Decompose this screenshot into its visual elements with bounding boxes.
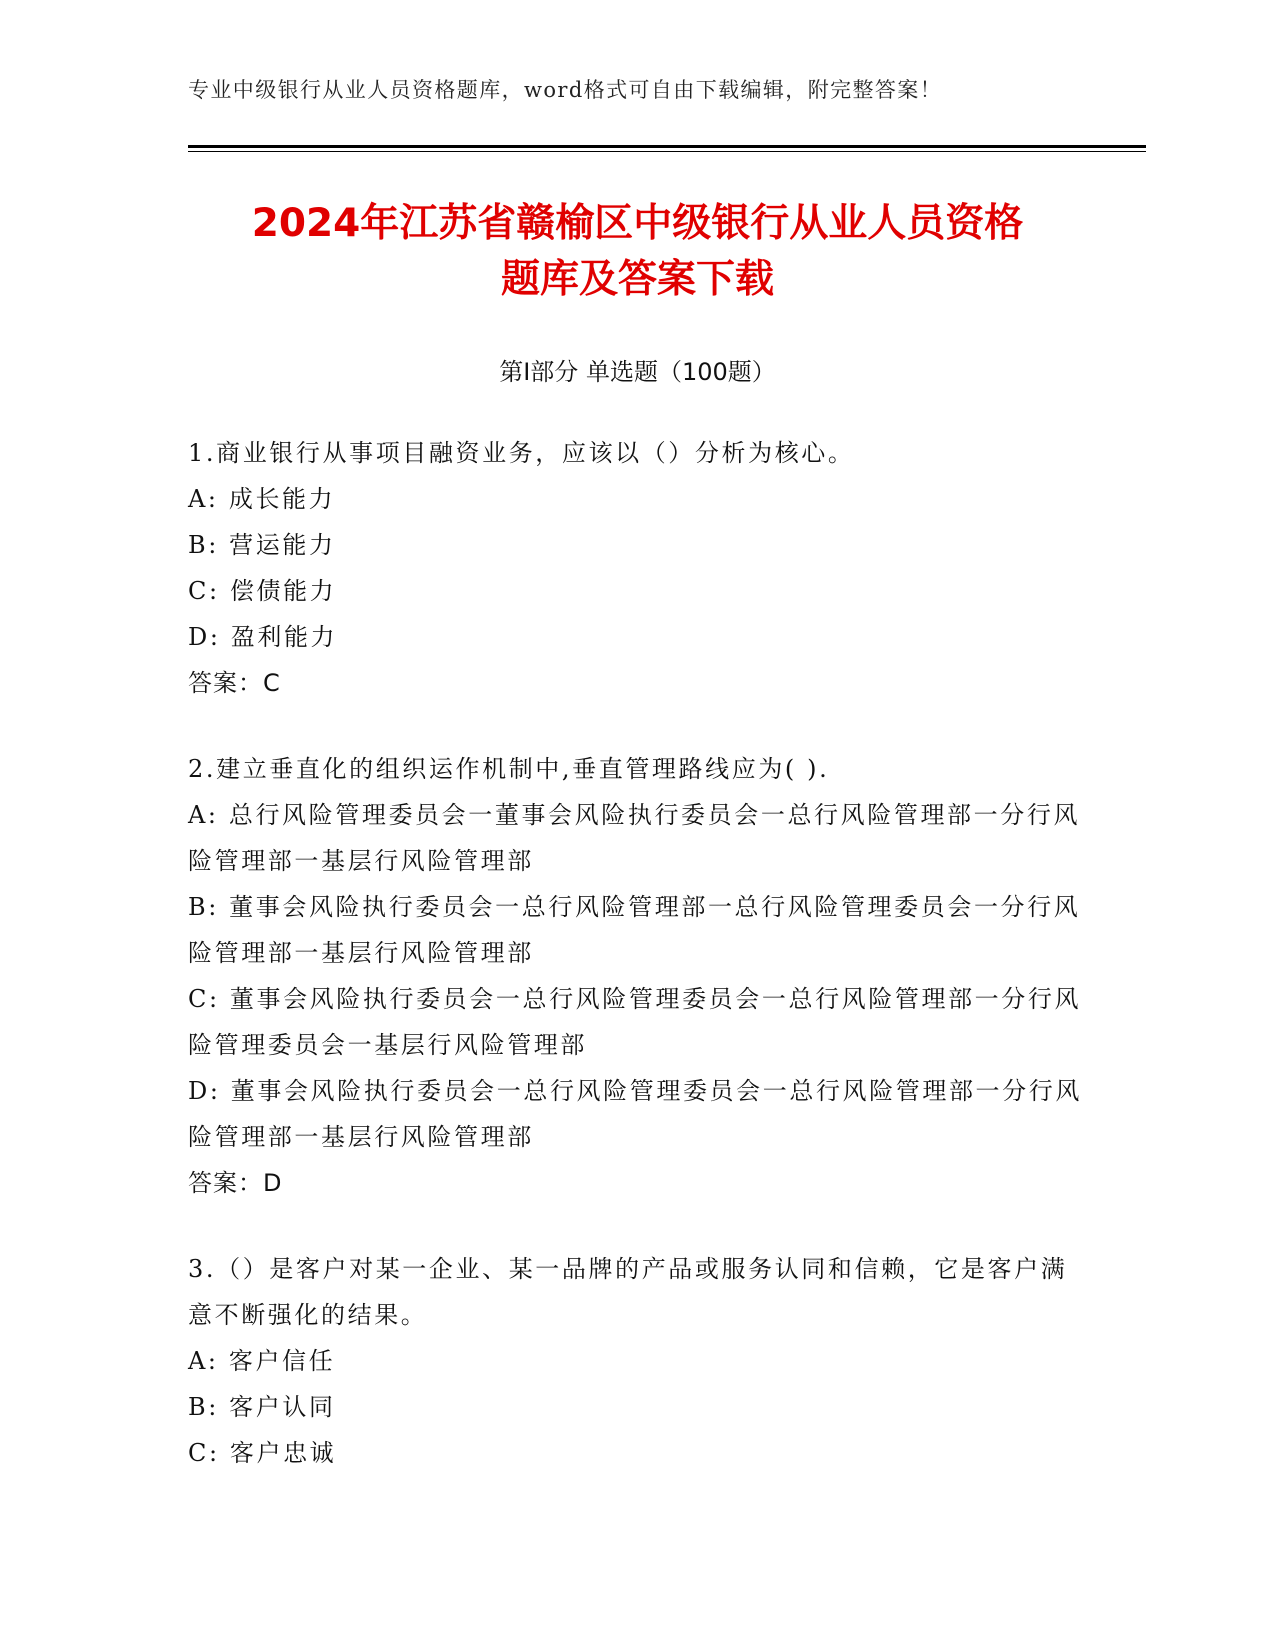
option-d: D: 董事会风险执行委员会一总行风险管理委员会一总行风险管理部一分行风险管理部一基层行风险管理部 (188, 1077, 1082, 1151)
question-3 (188, 1246, 1088, 1476)
document-title-line-2: 题库及答案下载 (500, 257, 774, 302)
option-a: A: 客户信任 (188, 1347, 336, 1375)
option-c: C: 偿债能力 (188, 577, 337, 605)
question-list (188, 430, 1088, 1516)
answer: 答案：D (188, 1169, 283, 1197)
question-2 (188, 746, 1088, 1206)
option-b: B: 客户认同 (188, 1393, 336, 1421)
header-note: 专业中级银行从业人员资格题库，word格式可自由下载编辑，附完整答案！ (188, 78, 943, 102)
option-b: B: 营运能力 (188, 531, 336, 559)
header-rule-thin (188, 151, 1146, 152)
document-title (150, 196, 1125, 308)
question-stem: 2.建立垂直化的组织运作机制中,垂直管理路线应为( ). (188, 755, 830, 783)
question-stem: 3.（）是客户对某一企业、某一品牌的产品或服务认同和信赖，它是客户满意不断强化的结果。 (188, 1255, 1068, 1329)
question-1 (188, 430, 1088, 706)
section-heading: 第Ⅰ部分 单选题（100题） (499, 358, 776, 386)
option-c: C: 董事会风险执行委员会一总行风险管理委员会一总行风险管理部一分行风险管理委员会一基层行风险管理部 (188, 985, 1082, 1059)
option-a: A: 总行风险管理委员会一董事会风险执行委员会一总行风险管理部一分行风险管理部一基层行风险管理部 (188, 801, 1081, 875)
option-a: A: 成长能力 (188, 485, 336, 513)
option-d: D: 盈利能力 (188, 623, 338, 651)
document-title-line-1: 2024年江苏省赣榆区中级银行从业人员资格 (251, 201, 1024, 246)
answer: 答案：C (188, 669, 281, 697)
header-rule-thick (188, 145, 1146, 148)
question-stem: 1.商业银行从事项目融资业务，应该以（）分析为核心。 (188, 439, 855, 467)
option-c: C: 客户忠诚 (188, 1439, 337, 1467)
option-b: B: 董事会风险执行委员会一总行风险管理部一总行风险管理委员会一分行风险管理部一基层行风险管理部 (188, 893, 1081, 967)
